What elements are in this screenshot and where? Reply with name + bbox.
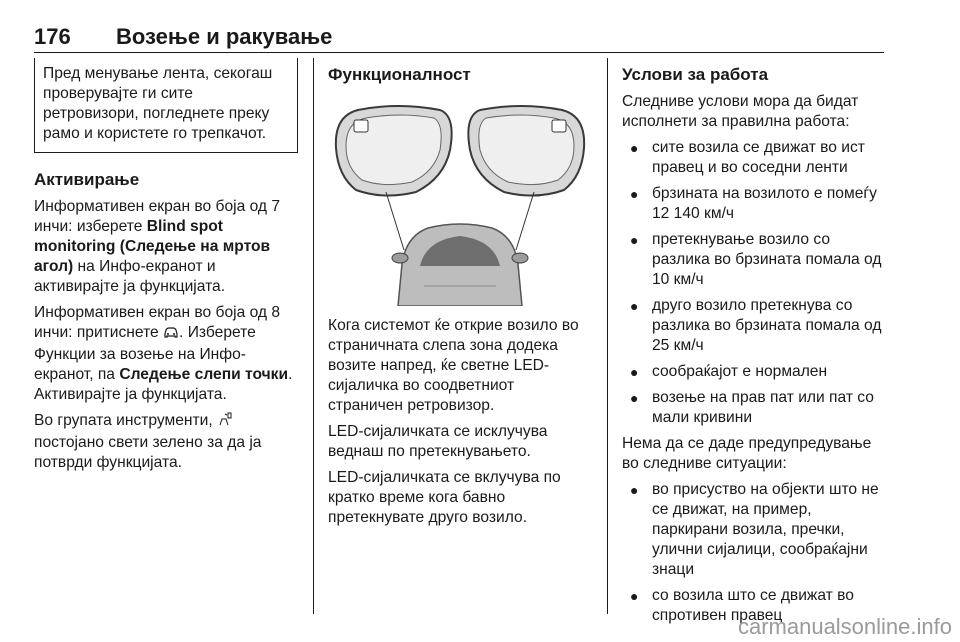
paragraph-activate: Активирајте ја функцијата. [34,386,227,403]
chapter-title: Возење и ракување [116,24,333,49]
car-settings-icon [163,325,179,345]
page-header [34,24,884,53]
watermark: carmanualsonline.info [737,614,952,639]
column-1 [34,58,298,473]
paragraph-function-3: LED-сијаличката се вклучува по кратко време кога бавно претекнувате друго возило. [328,469,561,526]
blind-spot-mirror-illustration [328,96,592,306]
paragraph-7inch: Информативен екран во боја од 7 инчи: изберете Blind spot monitoring (Следење на мртов агол) на Инфо-екранот и активирајте ја функцијата. [34,198,281,295]
paragraph-8inch: Информативен екран во боја од 8 инчи: притиснете . Изберете Функции за возење на Инфо-екранот, па Следење слепи точки. [34,304,293,383]
warning-intro: Нема да се даде предупредување во следниве ситуации: [622,435,872,472]
paragraph-cluster: Во групата инструменти, постојано свети зелено за да ја потврди функцијата. [34,412,262,471]
column-3 [622,58,888,626]
list-item: ● друго возило претекнува со разлика во брзината помала од 25 км/ч [630,297,882,354]
conditions-intro: Следниве услови мора да бидат исполнети за правилна работа: [622,93,859,130]
exceptions-list [622,480,888,626]
column-2 [328,58,592,528]
column-divider-2 [607,58,608,614]
list-item: ● сообраќајот е нормален [630,363,828,380]
blind-spot-indicator-icon [217,411,233,433]
paragraph-function-2: LED-сијаличката се исклучува веднаш по претекнувањето. [328,423,548,460]
warning-note-box [34,58,298,153]
list-item: ● брзината на возилото е помеѓу 12 140 км/ч [630,185,877,222]
column-divider-1 [313,58,314,614]
section-heading-activation: Активирање [34,170,140,189]
conditions-list [622,138,888,428]
note-text: Пред менување лента, секогаш проверувајте ги сите ретровизори, погледнете преку рамо и користете го трепкачот. [43,65,273,142]
section-heading-functionality: Функционалност [328,65,471,84]
section-heading-conditions: Услови за работа [622,65,769,84]
list-item: ● со возила што се движат во спротивен правец [630,587,854,624]
paragraph-function-1: Кога системот ќе открие возило во страничната слепа зона додека возите напред, ќе светне LED-сијаличка во соодветниот страничен ретровизор. [328,317,579,414]
page-number: 176 [34,24,71,49]
list-item: ● сите возила се движат во ист правец и во соседни ленти [630,139,865,176]
list-item: ● претекнување возило со разлика во брзината помала од 10 км/ч [630,231,882,288]
list-item: ● возење на прав пат или пат со мали кривини [630,389,874,426]
list-item: ● во присуство на објекти што не се движат, на пример, паркирани возила, пречки, улични сијалици, сообраќајни знаци [630,481,879,578]
